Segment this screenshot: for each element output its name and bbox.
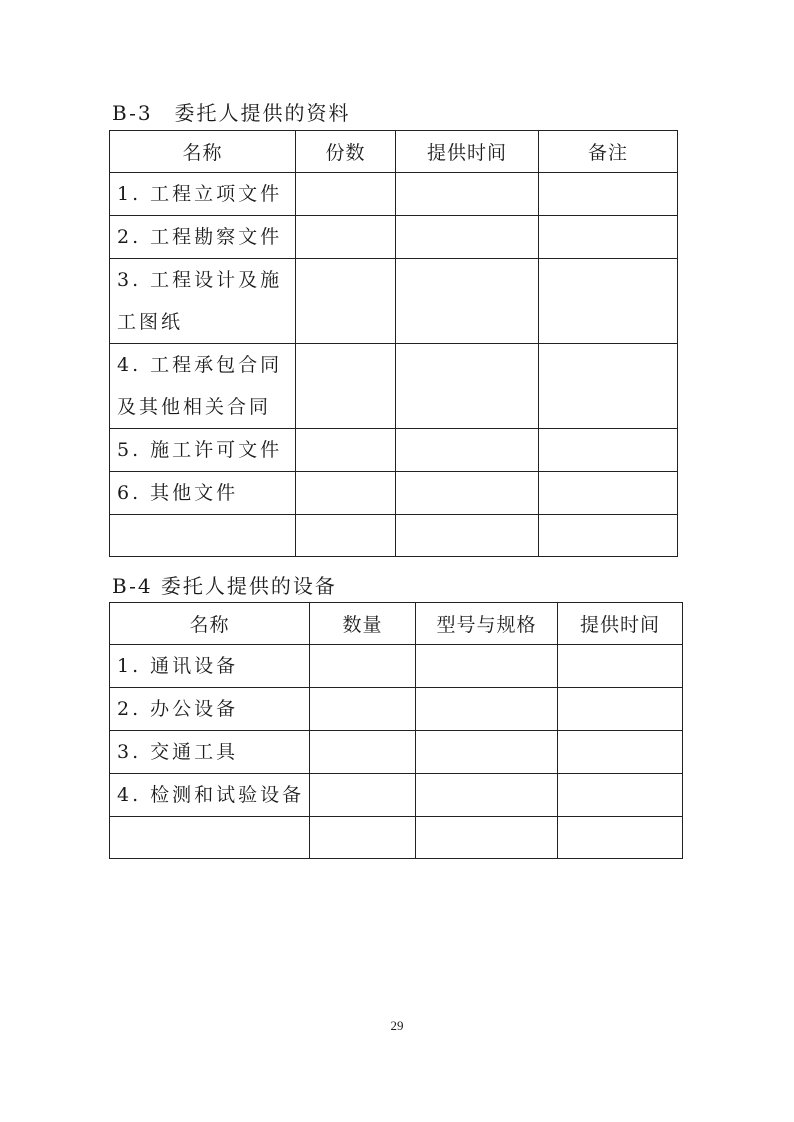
cell-model-spec[interactable] [416,645,558,688]
row-name-cell: 3. 交通工具 [110,731,310,774]
section-title-b4: B-4 委托人提供的设备 [112,574,337,598]
table-header-row [110,131,678,173]
cell-provide-time[interactable] [558,817,683,859]
row-name-cell: 1. 工程立项文件 [110,173,296,216]
header-copies: 份数 [296,131,396,173]
cell-quantity[interactable] [310,774,416,817]
cell-provide-time[interactable] [558,731,683,774]
header-name: 名称 [110,131,296,173]
cell-model-spec[interactable] [416,731,558,774]
header-provide-time: 提供时间 [558,603,683,645]
cell-copies[interactable] [296,259,396,344]
row-name-cell: 1. 通讯设备 [110,645,310,688]
cell-quantity[interactable] [310,817,416,859]
cell-provide-time[interactable] [558,774,683,817]
cell-provide-time[interactable] [396,216,539,259]
table-row [110,645,683,688]
table-row [110,472,678,515]
row-name-cell: 2. 工程勘察文件 [110,216,296,259]
row-name-cell[interactable] [110,515,296,557]
cell-remarks[interactable] [539,429,678,472]
cell-provide-time[interactable] [396,472,539,515]
cell-quantity[interactable] [310,731,416,774]
table-row-blank [110,515,678,557]
table-row [110,216,678,259]
cell-provide-time[interactable] [396,429,539,472]
cell-remarks[interactable] [539,515,678,557]
cell-model-spec[interactable] [416,774,558,817]
table-header-row [110,603,683,645]
cell-provide-time[interactable] [558,688,683,731]
header-model-spec: 型号与规格 [416,603,558,645]
row-name-cell: 4. 工程承包合同及其他相关合同 [110,344,296,429]
cell-remarks[interactable] [539,472,678,515]
row-name-cell[interactable] [110,817,310,859]
table-row [110,731,683,774]
cell-copies[interactable] [296,173,396,216]
table-b3-materials [109,130,678,557]
cell-remarks[interactable] [539,216,678,259]
table-row [110,259,678,344]
cell-model-spec[interactable] [416,817,558,859]
table-row [110,344,678,429]
cell-provide-time[interactable] [396,173,539,216]
cell-copies[interactable] [296,216,396,259]
table-b4-equipment [109,602,683,859]
row-name-cell: 4. 检测和试验设备 [110,774,310,817]
cell-provide-time[interactable] [396,259,539,344]
header-remarks: 备注 [539,131,678,173]
cell-quantity[interactable] [310,645,416,688]
table-row [110,688,683,731]
cell-copies[interactable] [296,472,396,515]
row-name-cell: 2. 办公设备 [110,688,310,731]
cell-copies[interactable] [296,429,396,472]
page-number: 29 [390,1018,404,1033]
header-provide-time: 提供时间 [396,131,539,173]
cell-copies[interactable] [296,344,396,429]
cell-remarks[interactable] [539,259,678,344]
header-quantity: 数量 [310,603,416,645]
cell-quantity[interactable] [310,688,416,731]
cell-remarks[interactable] [539,344,678,429]
table-row [110,774,683,817]
header-name: 名称 [110,603,310,645]
table-row [110,173,678,216]
cell-provide-time[interactable] [396,344,539,429]
table-row-blank [110,817,683,859]
cell-provide-time[interactable] [396,515,539,557]
row-name-cell: 5. 施工许可文件 [110,429,296,472]
section-title-b3: B-3 委托人提供的资料 [112,101,351,125]
row-name-cell: 6. 其他文件 [110,472,296,515]
table-row [110,429,678,472]
cell-remarks[interactable] [539,173,678,216]
cell-provide-time[interactable] [558,645,683,688]
row-name-cell: 3. 工程设计及施工图纸 [110,259,296,344]
cell-model-spec[interactable] [416,688,558,731]
cell-copies[interactable] [296,515,396,557]
